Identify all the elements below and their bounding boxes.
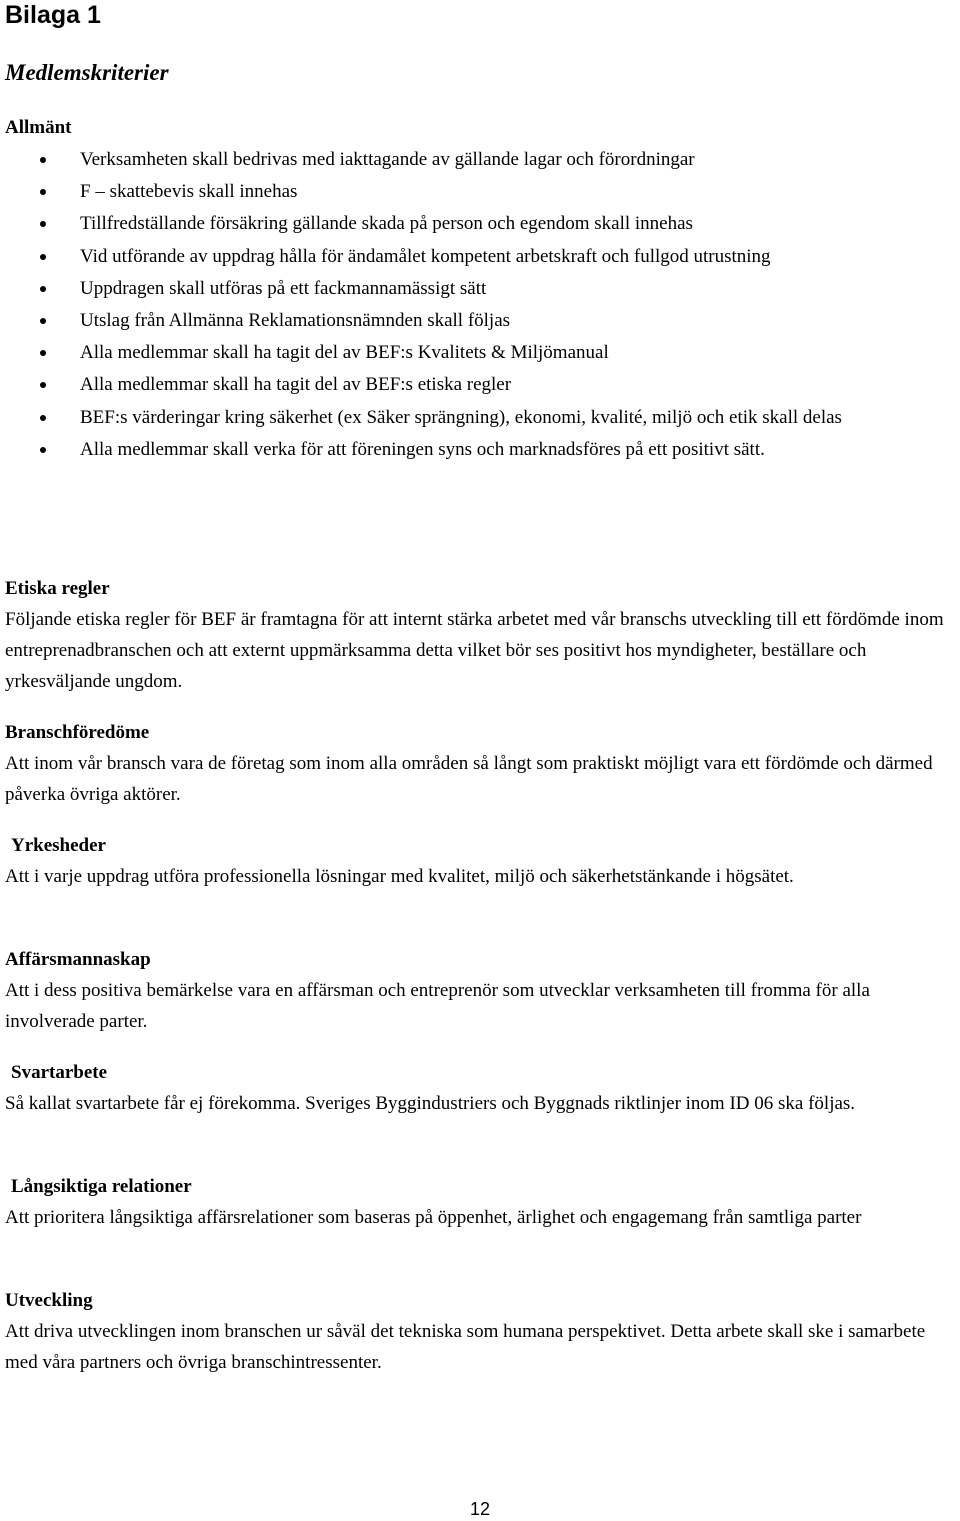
list-item [0,434,960,466]
section-text: Att driva utvecklingen inom branschen ur såväl det tekniska som humana perspektivet. Detta arbete skall ske i samarbete med våra partners och övriga branschintressenter. [5,1321,926,1373]
section-heading: Etiska regler [5,578,110,599]
section-branschforedome [5,717,955,810]
section-etiska-regler [5,573,955,697]
list-item-text: F – skattebevis skall innehas [80,181,298,203]
section-text: Att i dess positiva bemärkelse vara en affärsman och entreprenör som utvecklar verksamheten till fromma för alla involverade parter. [5,980,870,1032]
bullet-icon [40,221,46,227]
section-heading: Yrkesheder [11,835,106,856]
list-item [0,369,960,401]
section-langsiktiga-relationer [5,1171,955,1233]
section-text: Så kallat svartarbete får ej förekomma. Sveriges Byggindustriers och Byggnads riktlinjer inom ID 06 ska följas. [5,1093,856,1114]
bullet-icon [40,318,46,324]
list-item [0,144,960,176]
list-item [0,241,960,273]
criteria-list [0,144,960,466]
list-item-text: Alla medlemmar skall ha tagit del av BEF:s etiska regler [80,374,512,396]
section-heading: Utveckling [5,1290,93,1311]
section-heading: Branschföredöme [5,722,150,743]
section-text: Att prioritera långsiktiga affärsrelationer som baseras på öppenhet, ärlighet och engagemang från samtliga parter [5,1207,862,1228]
list-item [0,273,960,305]
section-svartarbete [5,1057,955,1119]
section-affarsmannaskap [5,944,955,1037]
section-utveckling [5,1285,955,1378]
bullet-icon [40,254,46,260]
list-item-text: Vid utförande av uppdrag hålla för ändamålet kompetent arbetskraft och fullgod utrustning [80,245,771,267]
list-item-text: BEF:s värderingar kring säkerhet (ex Säker sprängning), ekonomi, kvalité, miljö och etik skall delas [80,406,842,428]
section-yrkesheder [5,830,955,892]
bullet-icon [40,286,46,292]
page-number: 12 [469,1499,491,1519]
section-text: Följande etiska regler för BEF är framtagna för att internt stärka arbetet med vår branschs utveckling till ett fördömde inom entreprenadbranschen och att externt uppmärksamma detta vilket bör ses positivt hos myndigheter, beställare och yrkesväljande ungdom. [5,609,944,692]
list-item-text: Alla medlemmar skall ha tagit del av BEF:s Kvalitets & Miljömanual [80,342,609,364]
bullet-icon [40,350,46,356]
list-item-text: Verksamheten skall bedrivas med iakttagande av gällande lagar och förordningar [80,149,695,170]
list-item [0,305,960,337]
list-item-text: Alla medlemmar skall verka för att föreningen syns och marknadsföres på ett positivt sätt. [80,438,765,460]
list-item [0,208,960,240]
list-item [0,337,960,369]
section-text: Att inom vår bransch vara de företag som inom alla områden så långt som praktiskt möjligt vara ett fördömde och därmed påverka övriga aktörer. [5,753,933,805]
appendix-label: Bilaga 1 [5,1,101,29]
bullet-icon [40,415,46,421]
bullet-icon [40,447,46,453]
list-item-text: Utslag från Allmänna Reklamationsnämnden skall följas [80,310,511,332]
page-title: Medlemskriterier [5,60,169,85]
section-heading: Långsiktiga relationer [11,1176,192,1197]
section-heading: Affärsmannaskap [5,949,151,970]
list-item-text: Uppdragen skall utföras på ett fackmannamässigt sätt [80,277,487,299]
section-heading: Svartarbete [11,1062,108,1083]
list-item-text: Tillfredställande försäkring gällande skada på person och egendom skall innehas [80,213,693,235]
section-heading-allmant: Allmänt [5,117,72,138]
bullet-icon [40,157,46,163]
section-text: Att i varje uppdrag utföra professionella lösningar med kvalitet, miljö och säkerhetstänkande i högsätet. [5,866,794,887]
list-item [0,402,960,434]
bullet-icon [40,189,46,195]
bullet-icon [40,382,46,388]
list-item [0,176,960,208]
